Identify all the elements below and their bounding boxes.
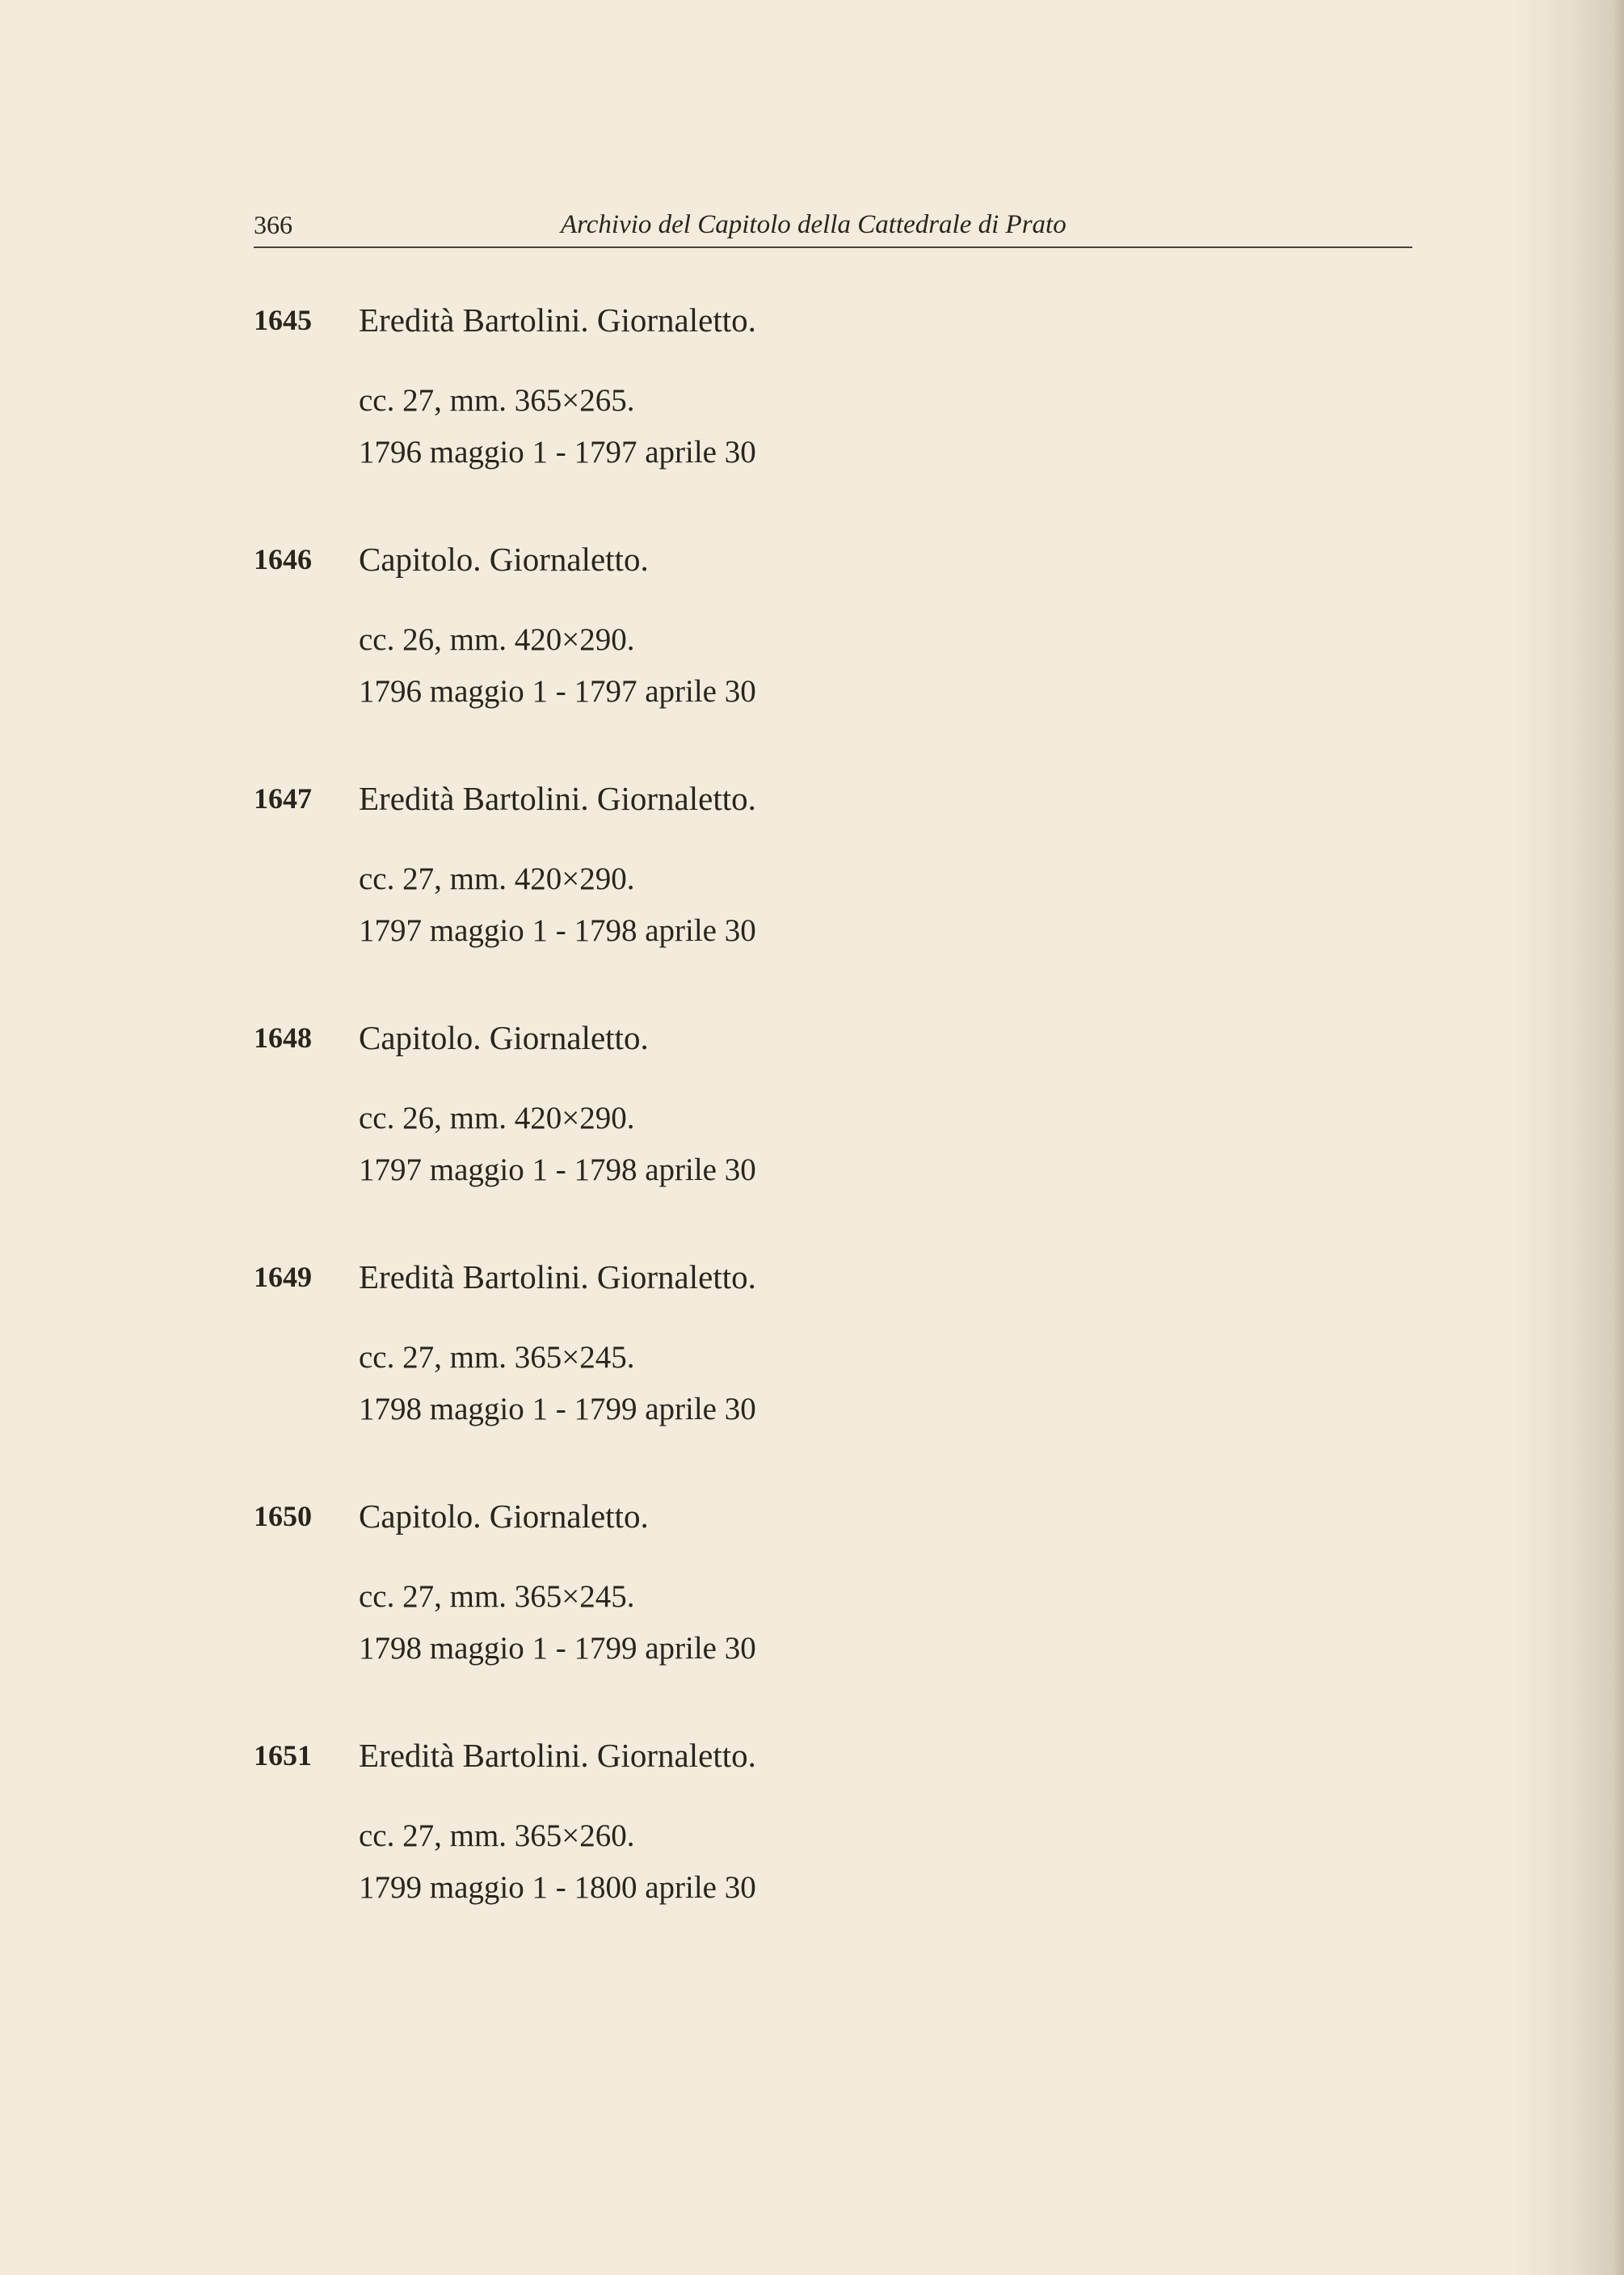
entry-dates: 1798 maggio 1 - 1799 aprile 30 — [359, 1631, 756, 1666]
page-edge — [1613, 0, 1624, 2275]
catalog-entry — [254, 301, 1223, 540]
entry-title: Eredità Bartolini. Giornaletto. — [359, 1258, 756, 1295]
entry-title: Capitolo. Giornaletto. — [359, 541, 649, 578]
entry-description: cc. 27, mm. 365×260. — [359, 1818, 635, 1853]
catalog-entry — [254, 1497, 1223, 1736]
entry-title: Eredità Bartolini. Giornaletto. — [359, 1737, 756, 1774]
entry-dates: 1796 maggio 1 - 1797 aprile 30 — [359, 435, 756, 470]
catalog-entries — [254, 301, 1223, 1975]
entry-dates: 1796 maggio 1 - 1797 aprile 30 — [359, 674, 756, 709]
page-header — [254, 206, 1412, 248]
entry-description: cc. 27, mm. 420×290. — [359, 862, 635, 896]
entry-description: cc. 27, mm. 365×245. — [359, 1340, 635, 1375]
entry-description: cc. 26, mm. 420×290. — [359, 1101, 635, 1135]
page-binding-shadow — [1511, 0, 1624, 2275]
entry-title: Eredità Bartolini. Giornaletto. — [359, 780, 756, 817]
entry-description: cc. 27, mm. 365×245. — [359, 1579, 635, 1614]
entry-number: 1651 — [254, 1739, 312, 1772]
entry-description: cc. 26, mm. 420×290. — [359, 622, 635, 657]
catalog-entry — [254, 1258, 1223, 1497]
page-number: 366 — [254, 210, 292, 239]
entry-description: cc. 27, mm. 365×265. — [359, 383, 635, 418]
entry-number: 1649 — [254, 1261, 312, 1293]
entry-title: Eredità Bartolini. Giornaletto. — [359, 301, 756, 339]
running-title: Archivio del Capitolo della Cattedrale di Prato — [561, 210, 1067, 239]
catalog-entry — [254, 1736, 1223, 1975]
entry-number: 1650 — [254, 1500, 312, 1532]
entry-title: Capitolo. Giornaletto. — [359, 1019, 649, 1056]
entry-dates: 1797 maggio 1 - 1798 aprile 30 — [359, 913, 756, 948]
entry-dates: 1797 maggio 1 - 1798 aprile 30 — [359, 1152, 756, 1187]
catalog-entry — [254, 1018, 1223, 1258]
entry-number: 1645 — [254, 304, 312, 336]
catalog-entry — [254, 779, 1223, 1018]
entry-title: Capitolo. Giornaletto. — [359, 1498, 649, 1535]
entry-number: 1646 — [254, 543, 312, 575]
entry-number: 1648 — [254, 1022, 312, 1054]
entry-dates: 1799 maggio 1 - 1800 aprile 30 — [359, 1870, 756, 1905]
entry-number: 1647 — [254, 782, 312, 815]
catalog-entry — [254, 540, 1223, 779]
entry-dates: 1798 maggio 1 - 1799 aprile 30 — [359, 1392, 756, 1426]
